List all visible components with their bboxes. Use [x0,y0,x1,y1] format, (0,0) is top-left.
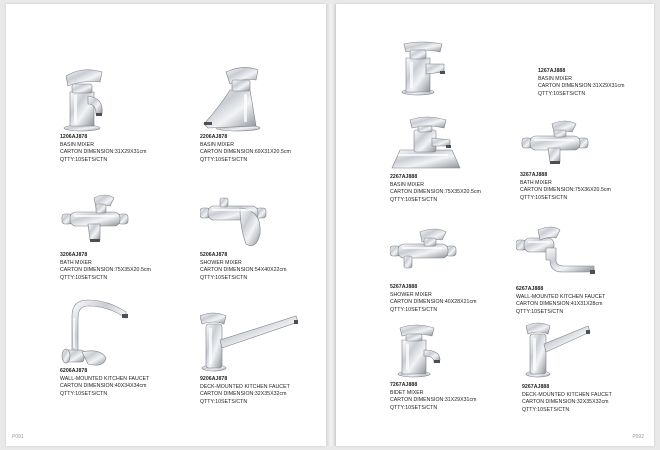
product-name: BASIN MIXER [390,181,424,188]
product-code: 6267AJ888 [516,286,544,292]
wall-kitchen-faucet-icon [60,296,140,374]
carton-dimension: CARTON DIMENSION:75X35X20.5cm [390,189,481,196]
product-code: 9267AJ888 [522,384,550,390]
product-code: 2206AJ878 [200,134,228,140]
right-page-number: P092 [632,434,644,440]
carton-dimension: CARTON DIMENSION:32X35X32cm [200,391,287,398]
left-page-number: P091 [12,434,24,440]
product-6206AJ878 [60,296,190,398]
product-name: WALL-MOUNTED KITCHEN FAUCET [60,375,150,382]
basin-mixer-icon [390,116,462,172]
deck-kitchen-faucet-icon [200,310,300,372]
bath-mixer-icon [60,194,130,250]
product-code: 5267AJ888 [390,284,418,290]
product-code: 1206AJ878 [60,134,88,140]
product-name: BASIN MIXER [200,141,234,148]
product-code: 6206AJ878 [60,368,88,374]
product-3267AJ888 [520,118,650,202]
product-code: 3267AJ888 [520,172,548,178]
carton-dimension: CARTON DIMENSION:32X35X32cm [522,399,609,406]
product-name: SHOWER MIXER [390,291,432,298]
product-1267AJ888 [538,68,625,98]
product-2206AJ878 [200,62,330,164]
quantity: QTTY:10SETS/CTN [200,156,248,163]
carton-dimension: CARTON DIMENSION:54X40X22cm [200,267,287,274]
quantity: QTTY:10SETS/CTN [200,398,248,405]
quantity: QTTY:10SETS/CTN [516,308,564,315]
quantity: QTTY:10SETS/CTN [538,90,586,97]
quantity: QTTY:10SETS/CTN [60,274,108,281]
product-3206AJ878 [60,194,190,282]
carton-dimension: CARTON DIMENSION:40X34X34cm [60,383,147,390]
product-name: DECK-MOUNTED KITCHEN FAUCET [200,383,290,390]
quantity: QTTY:10SETS/CTN [60,390,108,397]
quantity: QTTY:10SETS/CTN [390,196,438,203]
carton-dimension: CARTON DIMENSION:31X29X31cm [538,83,625,90]
quantity: QTTY:10SETS/CTN [60,156,108,163]
carton-dimension: CARTON DIMENSION:69X31X20.5cm [200,149,291,156]
product-5267AJ888 [390,228,520,314]
quantity: QTTY:10SETS/CTN [522,406,570,413]
quantity: QTTY:10SETS/CTN [390,306,438,313]
product-name: BASIN MIXER [538,75,572,82]
product-name: DECK-MOUNTED KITCHEN FAUCET [522,391,612,398]
product-code: 5206AJ878 [200,252,228,258]
quantity: QTTY:10SETS/CTN [520,194,568,201]
shower-mixer-icon [200,194,270,250]
product-name: BATH MIXER [60,259,92,266]
product-5206AJ878 [200,194,330,282]
carton-dimension: CARTON DIMENSION:75X35X20.5cm [60,267,151,274]
product-image-1267AJ888 [392,40,522,96]
shower-mixer-icon [390,228,460,282]
carton-dimension: CARTON DIMENSION:31X29X31cm [60,149,147,156]
product-7267AJ888 [390,324,520,412]
product-code: 9206AJ878 [200,376,228,382]
bath-mixer-icon [520,118,590,170]
product-code: 2267AJ888 [390,174,418,180]
product-9206AJ878 [200,310,330,406]
product-name: SHOWER MIXER [200,259,242,266]
product-2267AJ888 [390,116,520,204]
product-name: WALL-MOUNTED KITCHEN FAUCET [516,293,606,300]
quantity: QTTY:10SETS/CTN [200,274,248,281]
product-name: BASIN MIXER [60,141,94,148]
product-name: BIDET MIXER [390,389,424,396]
product-9267AJ888 [522,320,652,414]
product-code: 7267AJ888 [390,382,418,388]
quantity: QTTY:10SETS/CTN [390,404,438,411]
carton-dimension: CARTON DIMENSION:41X31X28cm [516,301,603,308]
basin-mixer-icon [200,62,270,132]
carton-dimension: CARTON DIMENSION:40X28X21cm [390,299,477,306]
product-1206AJ878 [60,62,190,164]
basin-mixer-icon [392,40,452,96]
product-code: 3206AJ878 [60,252,88,258]
carton-dimension: CARTON DIMENSION:31X29X31cm [390,397,477,404]
carton-dimension: CARTON DIMENSION:75X36X20.5cm [520,187,611,194]
product-name: BATH MIXER [520,179,552,186]
deck-kitchen-faucet-icon [522,320,592,378]
product-code: 1267AJ888 [538,68,566,74]
wall-kitchen-faucet-icon [516,226,596,282]
basin-mixer-icon [60,62,130,132]
bidet-mixer-icon [390,324,450,378]
product-6267AJ888 [516,226,646,316]
